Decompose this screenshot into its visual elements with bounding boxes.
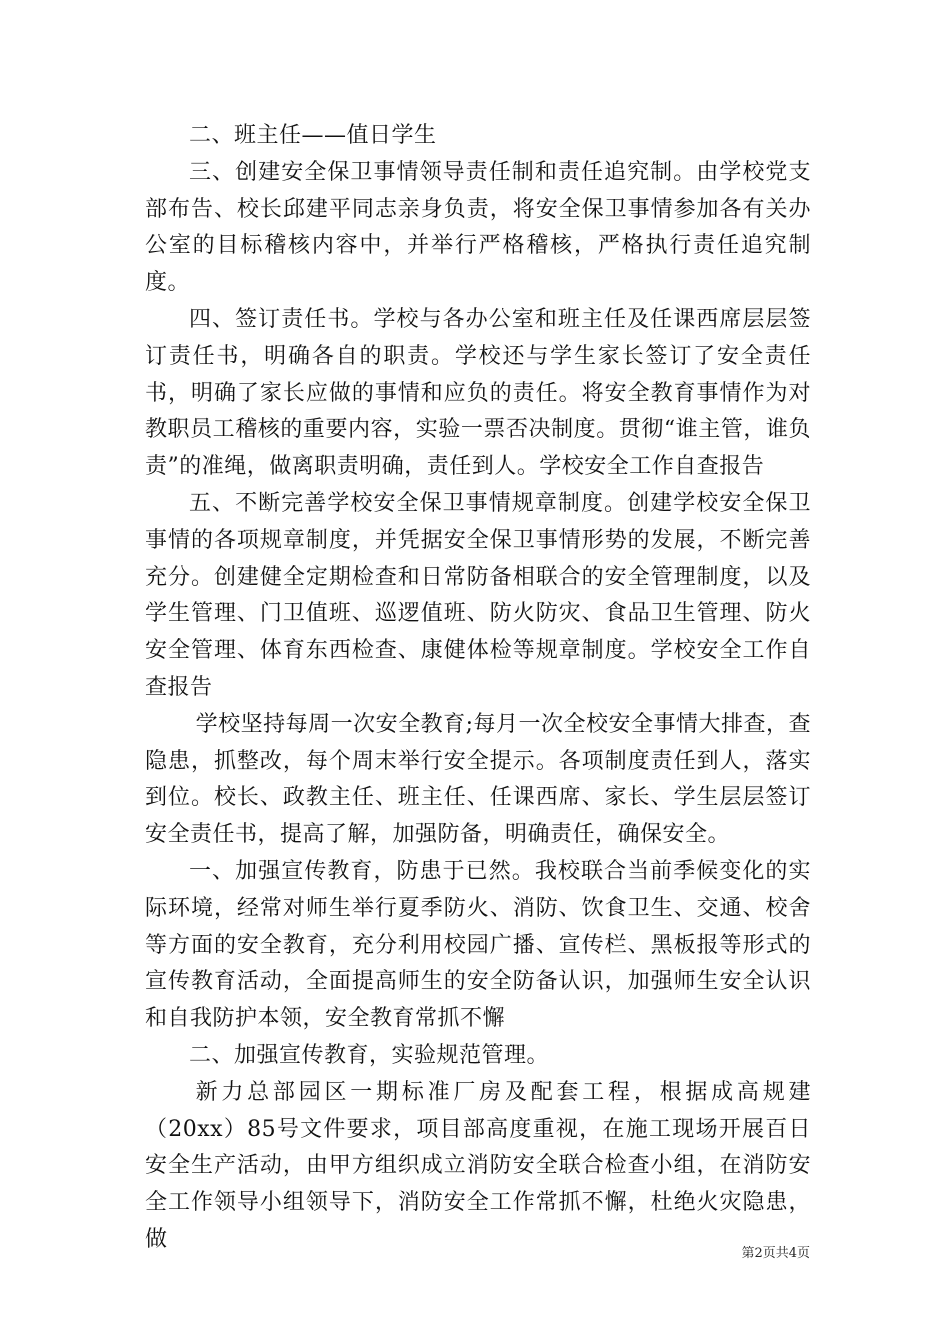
paragraph-rules-improvement: 五、不断完善学校安全保卫事情规章制度。创建学校安全保卫事情的各项规章制度，并凭据安全保卫事情形势的发展，不断完善充分。创建健全定期检查和日常防备相联合的安全管理制度，以及学生管理、门卫值班、巡逻值班、防火防灾、食品卫生管理、防火安全管理、体育东西检查、康健体检等规章制度。学校安全工作自查报告	[145, 490, 811, 700]
paragraph-weekly-education: 学校坚持每周一次安全教育;每月一次全校安全事情大排查，查隐患，抓整改，每个周末举行安全提示。各项制度责任到人，落实到位。校长、政教主任、班主任、任课西席、家长、学生层层签订安全责任书，提高了解，加强防备，明确责任，确保安全。	[145, 711, 812, 848]
paragraph-duty-student: 二、班主任——值日学生	[189, 123, 437, 148]
paragraph-responsibility-system: 三、创建安全保卫事情领导责任制和责任追究制。由学校党支部布告、校长邱建平同志亲身负责，将安全保卫事情参加各有关办公室的目标稽核内容中，并举行严格稽核，严格执行责任追究制度。	[145, 159, 811, 296]
document-body	[145, 118, 811, 1259]
paragraph-publicity-education: 一、加强宣传教育，防患于已然。我校联合当前季候变化的实际环境，经常对师生举行夏季防火、消防、饮食卫生、交通、校舍等方面的安全教育，充分利用校园广播、宣传栏、黑板报等形式的宣传教育活动，全面提高师生的安全防备认识，加强师生安全认识和自我防护本领，安全教育常抓不懈	[145, 858, 811, 1032]
paragraph-standard-management: 二、加强宣传教育，实验规范管理。	[189, 1042, 550, 1068]
page-number: 第2页共4页	[741, 1246, 810, 1261]
paragraph-sign-responsibility: 四、签订责任书。学校与各办公室和班主任及任课西席层层签订责任书，明确各自的职责。学校还与学生家长签订了安全责任书，明确了家长应做的事情和应负的责任。将安全教育事情作为对教职员工稽核的重要内容，实验一票否决制度。贯彻“谁主管，谁负责”的准绳，做离职责明确，责任到人。学校安全工作自查报告	[145, 306, 811, 480]
paragraph-xinli-project: 新力总部园区一期标准厂房及配套工程，根据成高规建（20xx）85号文件要求，项目部高度重视，在施工现场开展百日安全生产活动，由甲方组织成立消防安全联合检查小组，在消防安全工作领导小组领导下，消防安全工作常抓不懈，杜绝火灾隐患，做	[145, 1079, 811, 1252]
